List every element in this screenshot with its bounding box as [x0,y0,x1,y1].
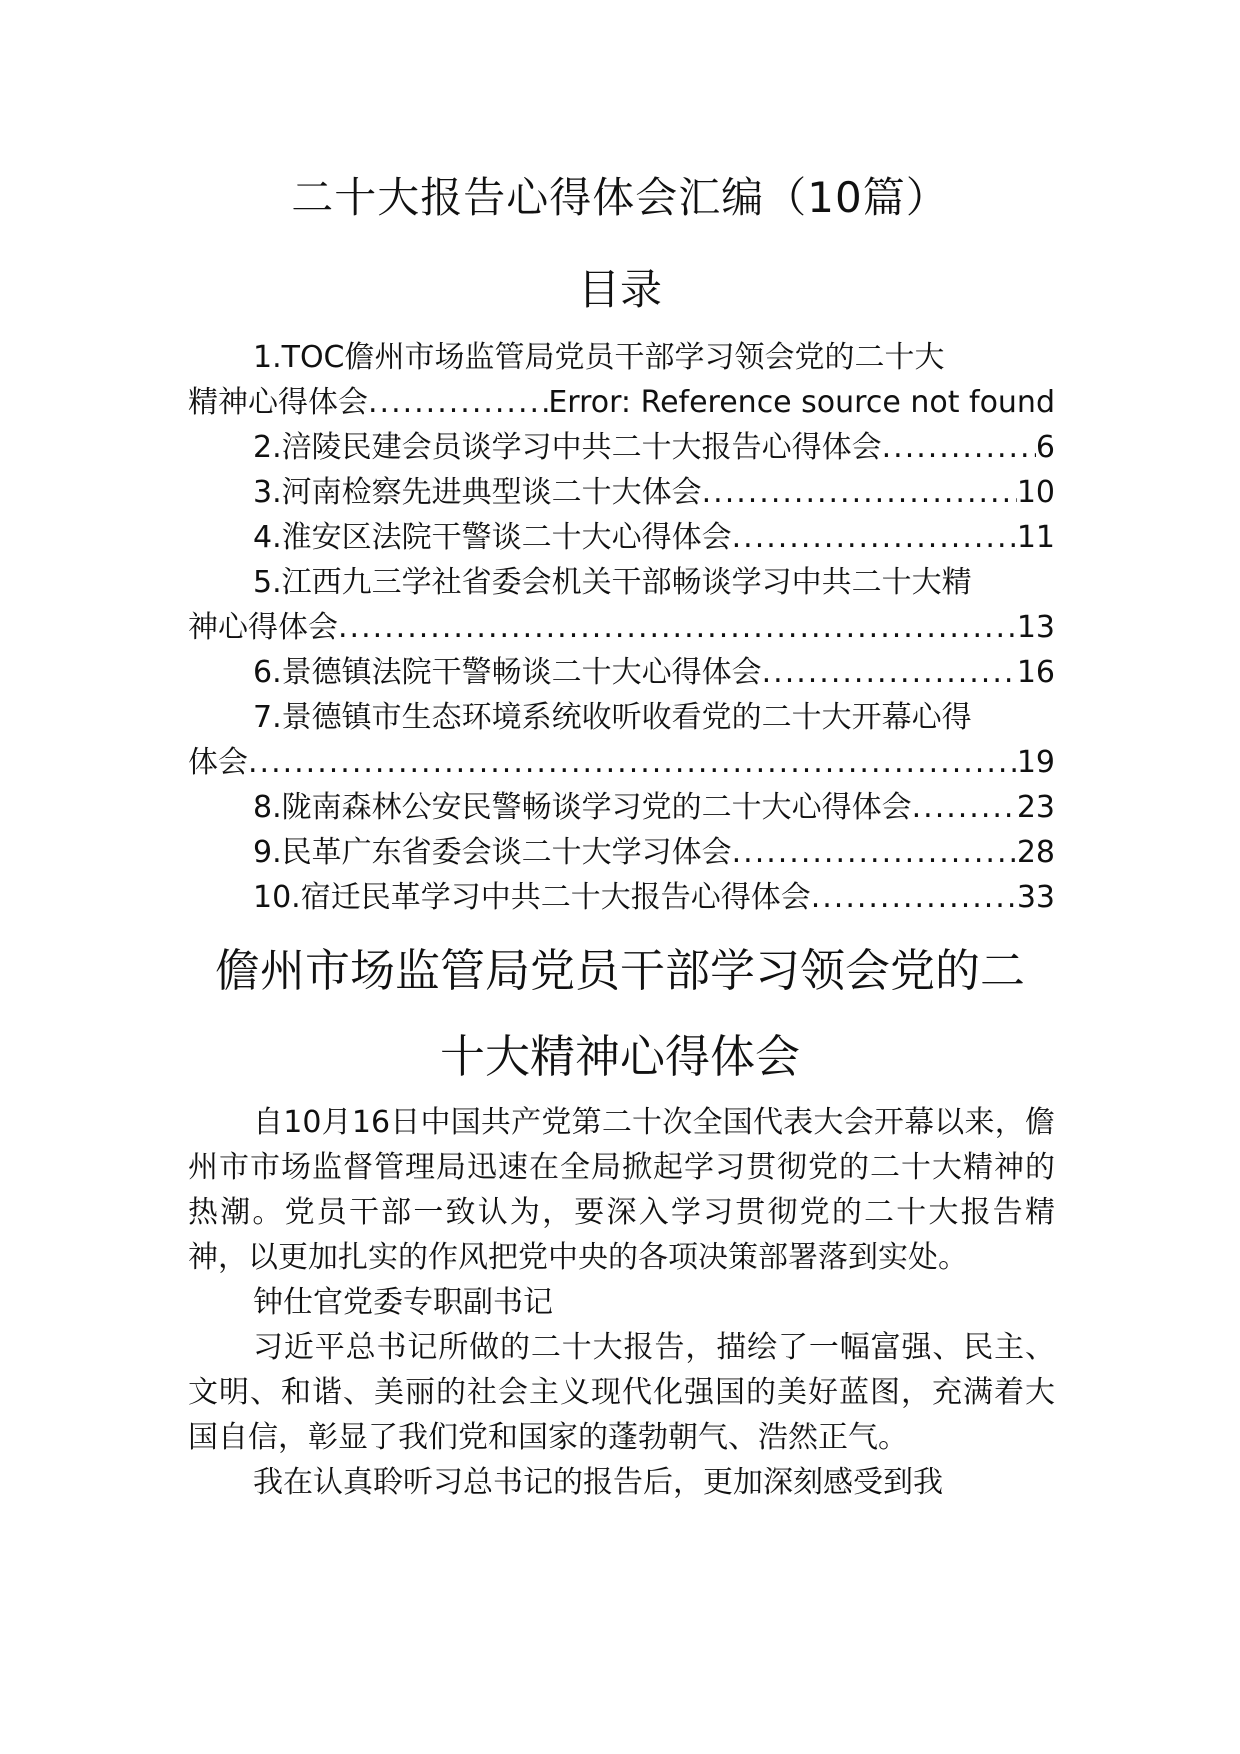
toc-page-number: 6 [1035,430,1055,465]
toc-entry-text: 9.民革广东省委会谈二十大学习体会 [253,835,732,870]
toc-entry[interactable] [188,695,1055,785]
paragraph: 我在认真聆听习总书记的报告后，更加深刻感受到我 [253,1465,943,1500]
toc-entry[interactable] [188,515,1055,560]
toc-page-number: 19 [1016,745,1055,780]
toc-page-number: 16 [1016,655,1055,690]
toc-heading: 目录 [577,265,662,314]
toc-entry[interactable] [188,650,1055,695]
toc-leader [762,650,1017,695]
section-title-line-1: 儋州市场监管局党员干部学习领会党的二 [214,944,1025,997]
toc-leader [702,470,1017,515]
toc-entry[interactable] [188,875,1055,920]
toc-entry-text-continued: 精神心得体会 [188,385,368,420]
toc-page-number: 13 [1016,610,1055,645]
toc-entry[interactable] [188,785,1055,830]
toc-entry-text: 3.河南检察先进典型谈二十大体会 [253,475,702,510]
toc-entry-text-continued: 体会 [188,745,248,780]
toc-leader [338,605,1017,650]
toc-leader [248,740,1017,785]
paragraph-speaker: 钟仕官党委专职副书记 [253,1285,553,1320]
toc-page-number: 28 [1016,835,1055,870]
toc-entry-text: 4.淮安区法院干警谈二十大心得体会 [253,520,732,555]
toc-entry-text: 6.景德镇法院干警畅谈二十大心得体会 [253,655,762,690]
toc-leader [732,515,1017,560]
toc-page-number: 11 [1016,520,1055,555]
toc-entry-text: 5.江西九三学社省委会机关干部畅谈学习中共二十大精 [253,565,972,600]
toc-entry[interactable] [188,560,1055,650]
toc-page-number: 23 [1016,790,1055,825]
document-title: 二十大报告心得体会汇编（10篇） [291,173,949,222]
toc-page-number: 10 [1016,475,1055,510]
toc-entry-text: 7.景德镇市生态环境系统收听收看党的二十大开幕心得 [253,700,972,735]
toc-entry-text: 1.TOC儋州市场监管局党员干部学习领会党的二十大 [253,340,945,375]
toc-leader [368,380,548,425]
toc-leader [882,425,1036,470]
toc-entry-text-continued: 神心得体会 [188,610,338,645]
table-of-contents [188,335,1055,920]
toc-entry[interactable] [188,335,1055,425]
body-text [188,1100,1055,1505]
toc-entry[interactable] [188,470,1055,515]
toc-leader [912,785,1017,830]
toc-leader [811,875,1017,920]
toc-entry-text: 10.宿迁民革学习中共二十大报告心得体会 [253,880,811,915]
toc-entry-text: 2.涪陵民建会员谈学习中共二十大报告心得体会 [253,430,882,465]
paragraph: 习近平总书记所做的二十大报告，描绘了一幅富强、民主、文明、和谐、美丽的社会主义现代化强国的美好蓝图，充满着大国自信，彰显了我们党和国家的蓬勃朝气、浩然正气。 [188,1330,1055,1455]
toc-entry-text: 8.陇南森林公安民警畅谈学习党的二十大心得体会 [253,790,912,825]
toc-page-number: 33 [1016,880,1055,915]
toc-leader [732,830,1017,875]
toc-entry[interactable] [188,830,1055,875]
section-title-line-2: 十大精神心得体会 [439,1030,800,1083]
toc-page-number: Error: Reference source not found [548,385,1055,420]
toc-entry[interactable] [188,425,1055,470]
paragraph: 自10月16日中国共产党第二十次全国代表大会开幕以来，儋州市市场监督管理局迅速在全局掀起学习贯彻党的二十大精神的热潮。党员干部一致认为，要深入学习贯彻党的二十大报告精神，以更加扎实的作风把党中央的各项决策部署落到实处。 [188,1105,1055,1275]
